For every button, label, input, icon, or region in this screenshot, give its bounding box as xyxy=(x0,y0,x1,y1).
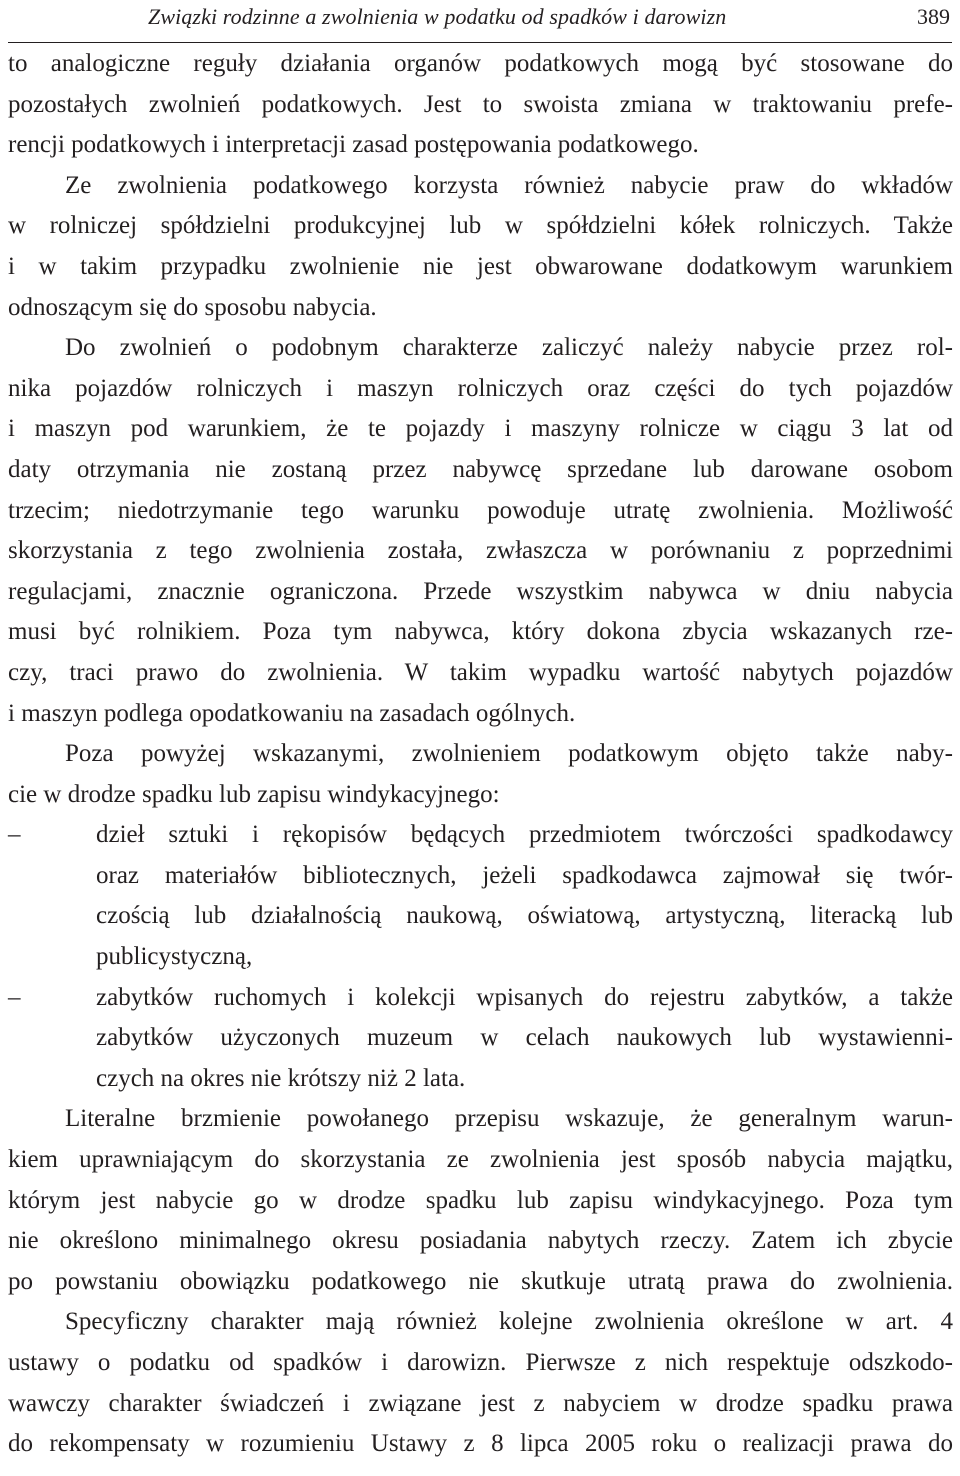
text-line-content: którym jest nabycie go w drodze spadku lub zapisu windykacyjnego. Poza tym xyxy=(8,1186,953,1214)
text-line xyxy=(8,1302,953,1343)
text-line-content: i maszyn podlega opodatkowaniu na zasadach ogólnych. xyxy=(8,699,576,727)
text-line xyxy=(8,1343,953,1384)
text-line-content: do rekompensaty w rozumieniu Ustawy z 8 lipca 2005 roku o realizacji prawa do xyxy=(8,1430,953,1458)
text-line xyxy=(8,85,953,126)
text-line-content: kiem uprawniającym do skorzystania ze zwolnienia jest sposób nabycia majątku, xyxy=(8,1146,953,1174)
text-line-content: zabytków ruchomych i kolekcji wpisanych do rejestru zabytków, a także xyxy=(96,983,953,1011)
text-line xyxy=(8,450,953,491)
text-line xyxy=(8,775,953,816)
text-line-content: nika pojazdów rolniczych i maszyn rolniczych oraz części do tych pojazdów xyxy=(8,374,953,402)
text-line xyxy=(8,247,953,288)
text-line-content: ustawy o podatku od spadków i darowizn. Pierwsze z nich respektuje odszkodo- xyxy=(8,1349,953,1376)
text-line-content: daty otrzymania nie zostaną przez nabywcę sprzedane lub darowane osobom xyxy=(8,455,953,483)
text-line xyxy=(8,978,953,1019)
text-line-content: Literalne brzmienie powołanego przepisu wskazuje, że generalnym warun- xyxy=(65,1105,953,1133)
text-line-content: to analogiczne reguły działania organów podatkowych mogą być stosowane do xyxy=(8,50,953,77)
text-line xyxy=(8,612,953,653)
text-line xyxy=(8,694,953,735)
text-line-content: Do zwolnień o podobnym charakterze zaliczyć należy nabycie przez rol- xyxy=(65,334,953,362)
text-line xyxy=(8,937,953,978)
text-line-content: po powstaniu obowiązku podatkowego nie skutkuje utratą prawa do zwolnienia. xyxy=(8,1267,953,1295)
body-text xyxy=(8,44,953,1465)
text-line-content: oraz materiałów bibliotecznych, jeżeli spadkodawca zajmował się twór- xyxy=(96,861,953,889)
text-line xyxy=(8,1018,953,1059)
text-line-content: publicystyczną, xyxy=(96,943,253,971)
text-line-content: rencji podatkowych i interpretacji zasad postępowania podatkowego. xyxy=(8,131,699,159)
text-line xyxy=(8,896,953,937)
text-line-content: cie w drodze spadku lub zapisu windykacyjnego: xyxy=(8,780,500,808)
text-line xyxy=(8,1221,953,1262)
list-bullet-dash: – xyxy=(8,983,21,1011)
list-bullet-dash: – xyxy=(8,821,21,849)
text-line xyxy=(8,206,953,247)
text-line xyxy=(8,328,953,369)
page-number: 389 xyxy=(917,4,950,29)
text-line xyxy=(8,1262,953,1303)
text-line xyxy=(8,531,953,572)
text-line xyxy=(8,369,953,410)
text-line xyxy=(8,491,953,532)
running-header xyxy=(8,0,952,43)
text-line-content: czych na okres nie krótszy niż 2 lata. xyxy=(96,1064,466,1092)
text-line xyxy=(8,1140,953,1181)
text-line xyxy=(8,1424,953,1465)
text-line-content: w rolniczej spółdzielni produkcyjnej lub w spółdzielni kółek rolniczych. Także xyxy=(8,212,953,240)
text-line xyxy=(8,409,953,450)
text-line xyxy=(8,1181,953,1222)
text-line-content: skorzystania z tego zwolnienia została, zwłaszcza w porównaniu z poprzednimi xyxy=(8,537,953,565)
text-line-content: zabytków użyczonych muzeum w celach naukowych lub wystawienni- xyxy=(96,1024,953,1052)
text-line xyxy=(8,1059,953,1100)
text-line-content: czy, traci prawo do zwolnienia. W takim wypadku wartość nabytych pojazdów xyxy=(8,658,953,686)
text-line-content: wawczy charakter świadczeń i związane jest z nabyciem w drodze spadku prawa xyxy=(8,1389,953,1417)
text-line-content: musi być rolnikiem. Poza tym nabywca, który dokona zbycia wskazanych rze- xyxy=(8,618,953,646)
running-header-title: Związki rodzinne a zwolnienia w podatku od spadków i darowizn xyxy=(148,4,727,29)
text-line-content: dzieł sztuki i rękopisów będących przedmiotem twórczości spadkodawcy xyxy=(96,821,953,849)
text-line xyxy=(8,166,953,207)
text-line-content: regulacjami, znacznie ograniczona. Przede wszystkim nabywca w dniu nabycia xyxy=(8,577,953,605)
text-line xyxy=(8,815,953,856)
text-line-content: nie określono minimalnego okresu posiadania nabytych rzeczy. Zatem ich zbycie xyxy=(8,1227,953,1255)
text-line-content: i w takim przypadku zwolnienie nie jest obwarowane dodatkowym warunkiem xyxy=(8,252,953,280)
text-line-content: odnoszącym się do sposobu nabycia. xyxy=(8,293,377,321)
text-line xyxy=(8,1099,953,1140)
text-line xyxy=(8,44,953,85)
text-line xyxy=(8,653,953,694)
text-line-content: Specyficzny charakter mają również kolejne zwolnienia określone w art. 4 xyxy=(65,1308,953,1336)
text-line xyxy=(8,125,953,166)
text-line xyxy=(8,572,953,613)
text-line-content: i maszyn pod warunkiem, że te pojazdy i maszyny rolnicze w ciągu 3 lat od xyxy=(8,415,953,443)
text-line xyxy=(8,856,953,897)
text-line-content: trzecim; niedotrzymanie tego warunku powoduje utratę zwolnienia. Możliwość xyxy=(8,496,953,524)
text-line-content: pozostałych zwolnień podatkowych. Jest to swoista zmiana w traktowaniu prefe- xyxy=(8,90,953,118)
text-line-content: Poza powyżej wskazanymi, zwolnieniem podatkowym objęto także naby- xyxy=(65,740,953,768)
text-line xyxy=(8,1384,953,1425)
text-line xyxy=(8,288,953,329)
text-line-content: czością lub działalnością naukową, oświatową, artystyczną, literacką lub xyxy=(96,902,953,930)
text-line xyxy=(8,734,953,775)
text-line-content: Ze zwolnienia podatkowego korzysta również nabycie praw do wkładów xyxy=(65,171,953,199)
